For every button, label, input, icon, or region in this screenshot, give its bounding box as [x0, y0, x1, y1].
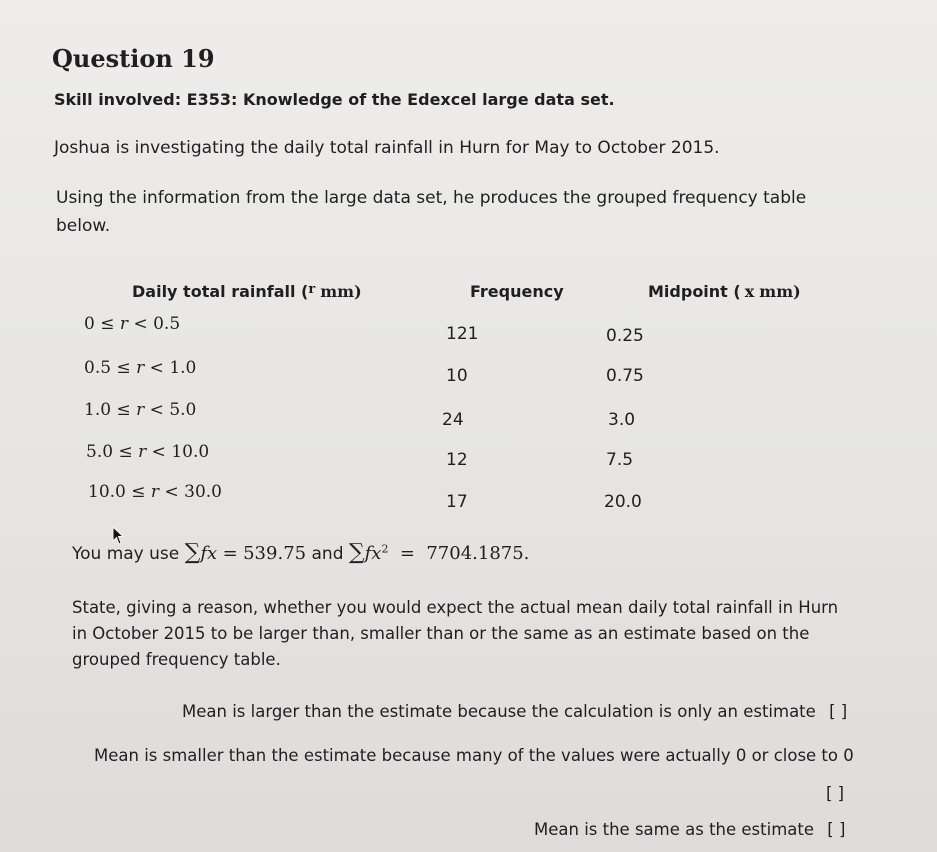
- table-row-frequency: 10: [446, 366, 468, 386]
- question-title: Question 19: [52, 44, 215, 73]
- intro-text: Joshua is investigating the daily total rainfall in Hurn for May to October 2015.: [54, 138, 720, 158]
- option-smaller[interactable]: Mean is smaller than the estimate because many of the values were actually 0 or close to 0: [94, 746, 854, 765]
- option-larger[interactable]: Mean is larger than the estimate because the calculation is only an estimate [ ]: [182, 702, 848, 721]
- table-row-class: 10.0 ≤ r < 30.0: [88, 482, 222, 502]
- summary-line: You may use ∑fx = 539.75 and $\sum fx^2 = 7704.1875$.: [72, 540, 530, 565]
- table-row-class: 0.5 ≤ r < 1.0: [84, 358, 197, 378]
- task-line-3: grouped frequency table.: [72, 650, 281, 669]
- header-rainfall: Daily total rainfall ($^r$ mm): [132, 282, 362, 301]
- table-row-frequency: 12: [446, 450, 468, 470]
- task-line-2: in October 2015 to be larger than, smaller than or the same as an estimate based on the: [72, 624, 810, 643]
- table-row-frequency: 121: [446, 324, 479, 344]
- table-row-class: 0 ≤ r < 0.5: [84, 314, 181, 334]
- header-frequency: Frequency: [470, 282, 564, 301]
- option-larger-checkbox[interactable]: [ ]: [829, 702, 848, 721]
- skill-line: Skill involved: E353: Knowledge of the Edexcel large data set.: [54, 90, 615, 109]
- table-row-class: 5.0 ≤ r < 10.0: [86, 442, 210, 462]
- table-row-midpoint: 0.75: [606, 366, 644, 386]
- task-line-1: State, giving a reason, whether you would expect the actual mean daily total rainfall in Hurn: [72, 598, 839, 617]
- table-row-midpoint: 0.25: [606, 326, 644, 346]
- table-row-frequency: 24: [442, 410, 464, 430]
- option-same[interactable]: Mean is the same as the estimate [ ]: [534, 820, 846, 839]
- table-row-midpoint: 7.5: [606, 450, 634, 470]
- header-midpoint: Midpoint ( x mm): [648, 282, 801, 301]
- info-text-line-1: Using the information from the large data set, he produces the grouped frequency table: [56, 188, 807, 208]
- option-same-checkbox[interactable]: [ ]: [827, 820, 846, 839]
- option-smaller-checkbox[interactable]: [ ]: [826, 784, 845, 803]
- table-row-midpoint: 3.0: [608, 410, 636, 430]
- table-row-class: 1.0 ≤ r < 5.0: [84, 400, 197, 420]
- info-text-line-2: below.: [56, 216, 111, 236]
- table-row-frequency: 17: [446, 492, 468, 512]
- table-row-midpoint: 20.0: [604, 492, 642, 512]
